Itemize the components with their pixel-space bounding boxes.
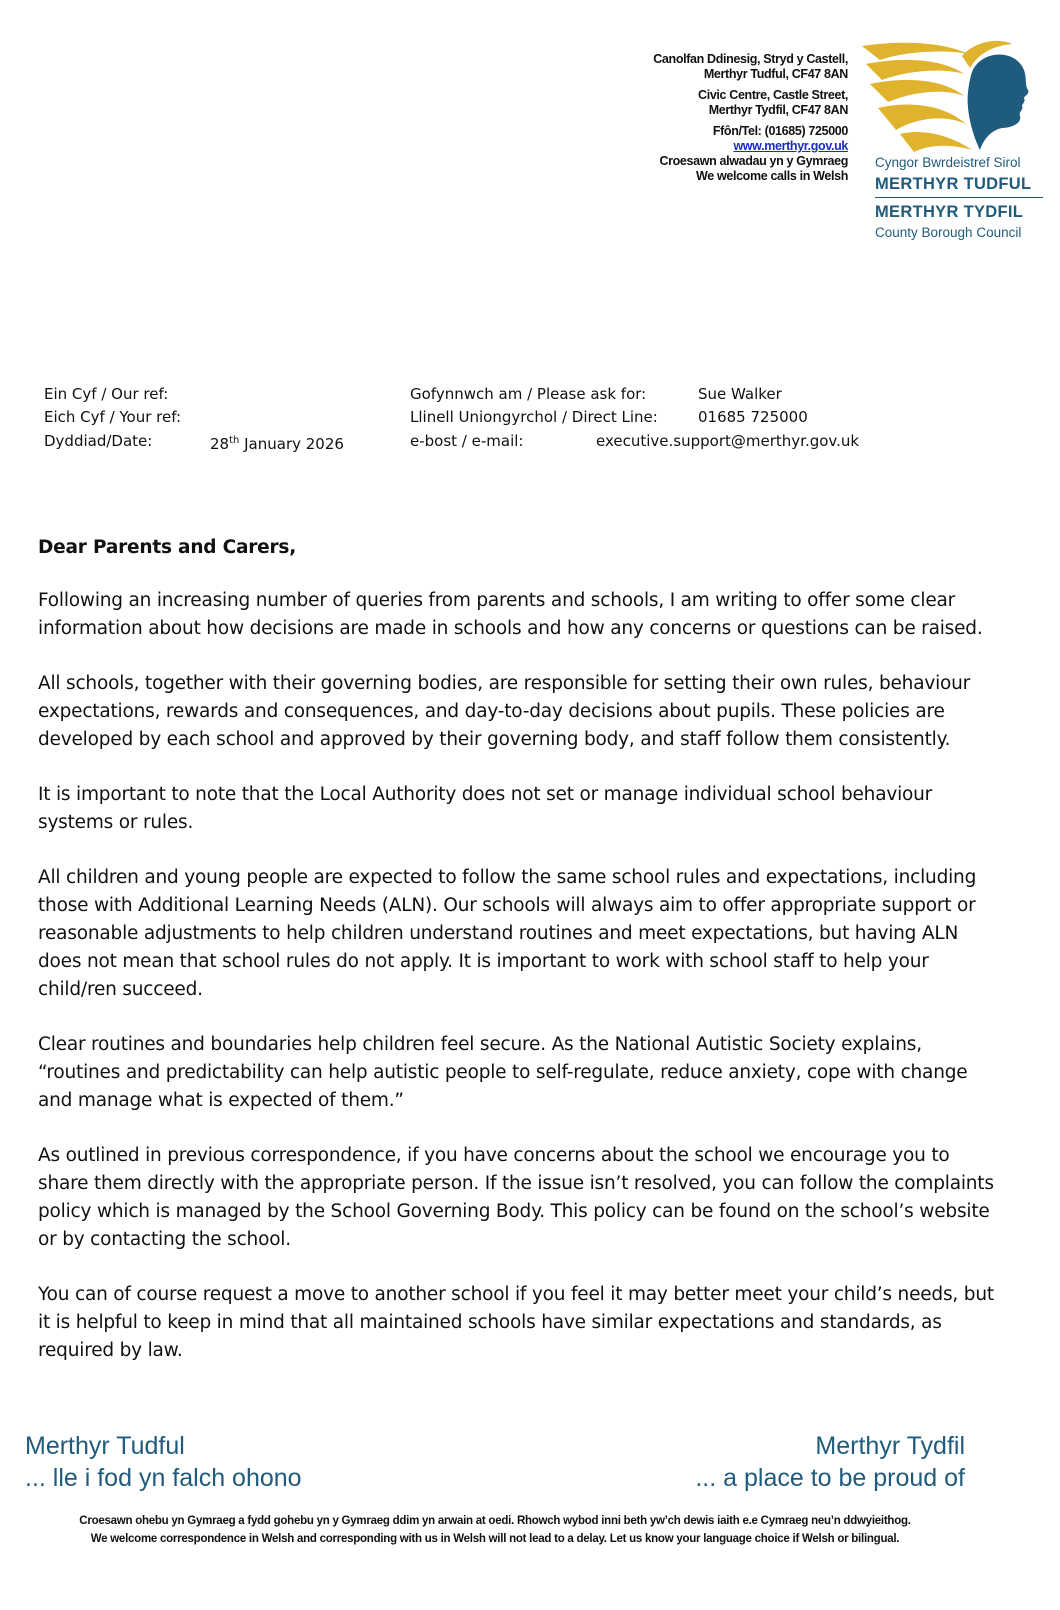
council-name-block <box>875 154 1050 241</box>
contact-email[interactable]: executive.support@merthyr.gov.uk <box>596 432 860 450</box>
letter-paragraph: All schools, together with their governing bodies, are responsible for setting their own rules, behaviour expectations, rewards and consequences, and day-to-day decisions about pupils. These policies are developed by each school and approved by their governing body, and staff follow them consistently. <box>38 673 971 750</box>
date-month-year: January 2026 <box>239 435 344 453</box>
phone-label: Ffôn/Tel: <box>712 124 762 138</box>
our-ref-label: Ein Cyf / Our ref: <box>44 385 169 403</box>
language-notice <box>0 1512 990 1548</box>
logo-gold-swoosh-5 <box>900 132 972 152</box>
english-calls-note: We welcome calls in Welsh <box>696 169 848 183</box>
council-divider <box>875 197 1043 198</box>
address-english-line2: Merthyr Tydfil, CF47 8AN <box>708 103 848 117</box>
logo-teal-face <box>968 55 1029 150</box>
logo-gold-swoosh-4 <box>878 105 966 130</box>
ask-for-label: Gofynnwch am / Please ask for: <box>410 385 647 403</box>
council-line-english-suffix: County Borough Council <box>875 225 1022 240</box>
date-label: Dyddiad/Date: <box>44 432 153 450</box>
logo-gold-swoosh-3 <box>870 80 964 102</box>
letter-paragraph: It is important to note that the Local Authority does not set or manage individual school behaviour systems or rules. <box>38 784 933 833</box>
email-label: e-bost / e-mail: <box>410 432 524 450</box>
your-ref-label: Eich Cyf / Your ref: <box>44 408 182 426</box>
footer-english-tagline: ... a place to be proud of <box>695 1464 965 1492</box>
letter-greeting: Dear Parents and Carers, <box>38 537 297 558</box>
letter-paragraph: You can of course request a move to another school if you feel it may better meet your child’s needs, but it is helpful to keep in mind that all maintained schools have similar expectations and standards, as required by law. <box>38 1284 994 1361</box>
website-link[interactable]: www.merthyr.gov.uk <box>733 139 848 153</box>
language-notice-welsh: Croesawn ohebu yn Gymraeg a fydd gohebu yn y Gymraeg ddim yn arwain at oedi. Rhowch wybod inni beth yw’ch dewis iaith e.e Cymraeg neu’n ddwyieithog. <box>79 1515 911 1527</box>
date-day: 28 <box>210 435 230 453</box>
letter-paragraph: All children and young people are expected to follow the same school rules and expectations, including those with Additional Learning Needs (ALN). Our schools will always aim to offer appropriate support or reasonable adjustments to help children understand routines and meet expectations, but having ALN does not mean that school rules do not apply. It is important to work with school staff to help your child/ren succeed. <box>38 867 977 1000</box>
address-welsh-line1: Canolfan Ddinesig, Stryd y Castell, <box>653 52 848 66</box>
direct-line-number: 01685 725000 <box>698 408 808 426</box>
letter-paragraph: Clear routines and boundaries help children feel secure. As the National Autistic Society explains, “routines and predictability can help autistic people to self-regulate, reduce anxiety, cope with change and manage what is expected of them.” <box>38 1034 968 1111</box>
footer-english-town: Merthyr Tydfil <box>815 1432 965 1460</box>
logo-gold-swoosh-2 <box>866 60 964 80</box>
footer-english-slogan <box>695 1430 965 1494</box>
logo-gold-swoosh-1 <box>862 43 968 60</box>
address-welsh-line2: Merthyr Tudful, CF47 8AN <box>703 67 848 81</box>
contact-name: Sue Walker <box>698 385 782 403</box>
council-address-block <box>528 52 848 184</box>
letter-date <box>210 429 344 456</box>
date-suffix: th <box>229 435 240 446</box>
address-english-line1: Civic Centre, Castle Street, <box>698 88 848 102</box>
welsh-calls-note: Croesawn alwadau yn y Gymraeg <box>659 154 848 168</box>
letter-paragraph: As outlined in previous correspondence, if you have concerns about the school we encourage you to share them directly with the appropriate person. If the issue isn’t resolved, you can follow the complaints policy which is managed by the School Governing Body. This policy can be found on the school’s website or by contacting the school. <box>38 1145 994 1250</box>
council-swoosh-face-logo <box>860 38 1030 156</box>
council-line-merthyr-tydfil: MERTHYR TYDFIL <box>875 203 1024 221</box>
footer-welsh-tagline: ... lle i fod yn falch ohono <box>25 1464 302 1492</box>
council-line-welsh-prefix: Cyngor Bwrdeistref Sirol <box>875 155 1021 170</box>
council-line-merthyr-tudful: MERTHYR TUDFUL <box>875 175 1032 193</box>
language-notice-english: We welcome correspondence in Welsh and corresponding with us in Welsh will not lead to a delay. Let us know your language choice if Welsh or bilingual. <box>90 1533 900 1545</box>
footer-welsh-town: Merthyr Tudful <box>25 1432 185 1460</box>
phone-number: (01685) 725000 <box>764 124 848 138</box>
letter-body <box>38 534 998 1392</box>
letter-paragraph: Following an increasing number of queries from parents and schools, I am writing to offer some clear information about how decisions are made in schools and how any concerns or questions can be raised. <box>38 590 983 639</box>
direct-line-label: Llinell Uniongyrchol / Direct Line: <box>410 408 658 426</box>
footer-welsh-slogan <box>25 1430 302 1494</box>
